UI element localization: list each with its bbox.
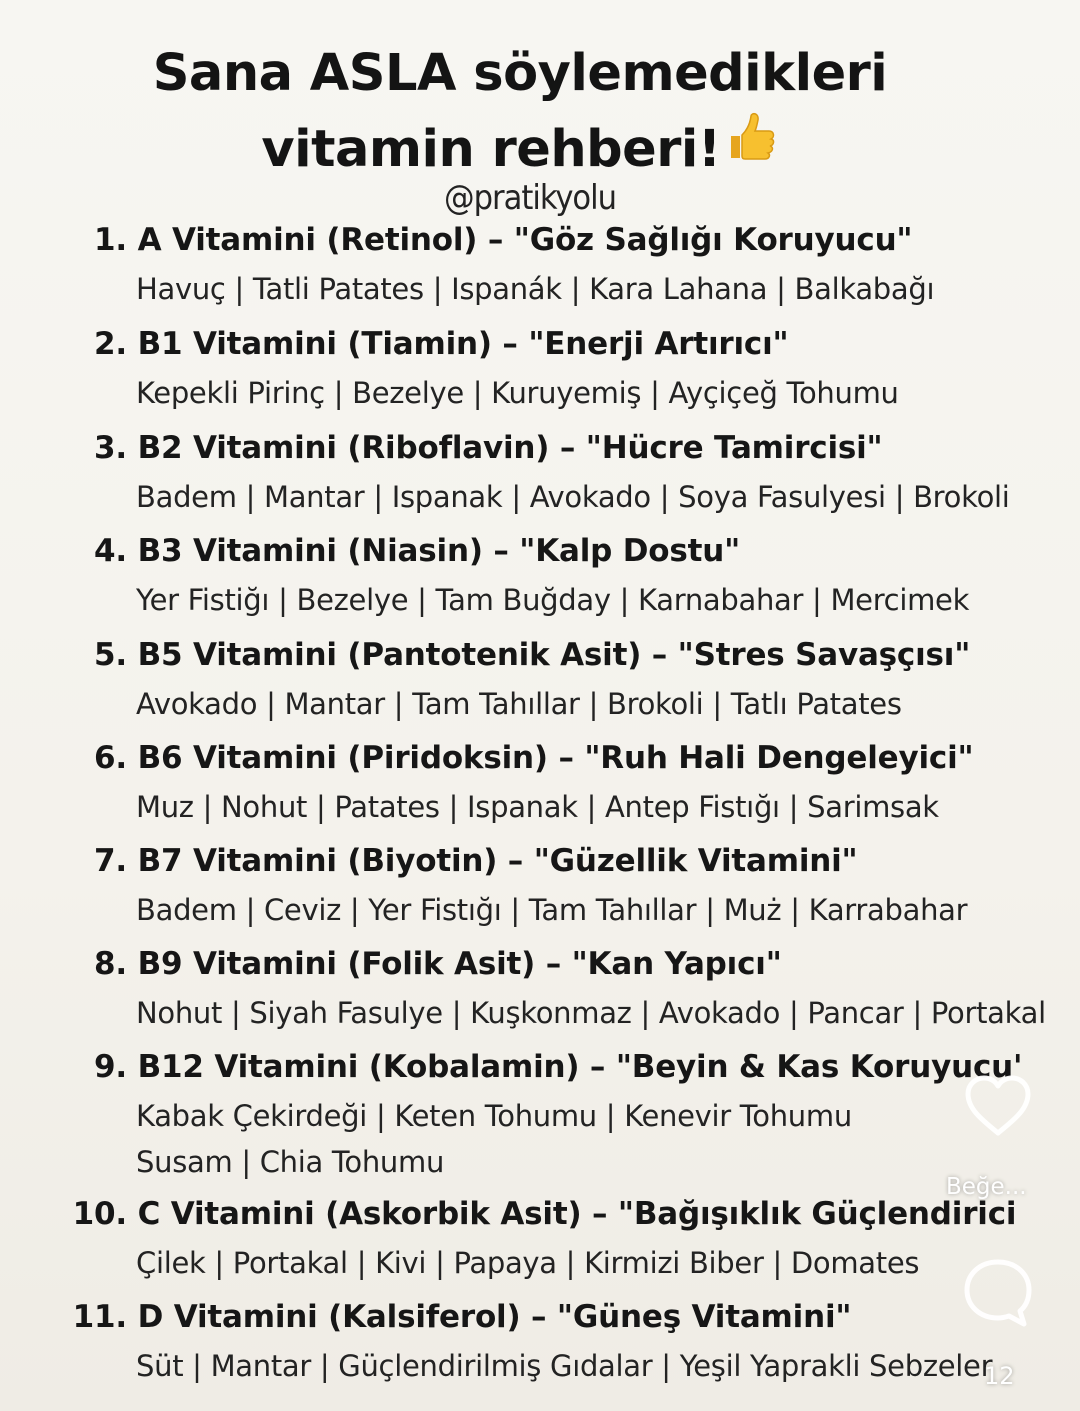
vitamin-foods: Yer Fistiğı | Bezelye | Tam Buğday | Karnabahar | Mercimek — [136, 583, 970, 617]
vitamin-title: B12 Vitamini (Kobalamin) – "Beyin & Kas Koruyucu' — [137, 1049, 1023, 1085]
comment-bubble-icon — [960, 1256, 1036, 1332]
vitamin-title: B1 Vitamini (Tiamin) – "Enerji Artırıcı" — [137, 326, 789, 362]
account-handle: @pratikyolu — [444, 178, 617, 218]
vitamin-foods: Avokado | Mantar | Tam Tahıllar | Brokoli | Tatlı Patates — [136, 687, 902, 721]
vitamin-title: B5 Vitamini (Pantotenik Asit) – "Stres Savaşçısı" — [137, 637, 971, 673]
spacer — [127, 946, 138, 982]
vitamin-foods: Çilek | Portakal | Kivi | Papaya | Kirmizi Biber | Domates — [136, 1246, 920, 1280]
vitamin-foods: Süt | Mantar | Güçlendirilmiş Gıdalar | Yeşil Yaprakli Sebzeler — [136, 1349, 993, 1383]
vitamin-number: 5. — [94, 637, 127, 673]
spacer — [127, 637, 138, 673]
vitamin-foods: Nohut | Siyah Fasulye | Kuşkonmaz | Avokado | Pancar | Portakal — [136, 996, 1046, 1030]
vitamin-number: 4. — [94, 533, 127, 569]
vitamin-number: 8. — [94, 946, 127, 982]
spacer — [127, 1196, 138, 1232]
vitamin-number: 10. — [72, 1196, 127, 1232]
page-title — [0, 44, 1040, 103]
vitamin-title: B3 Vitamini (Niasin) – "Kalp Dostu" — [137, 533, 741, 569]
comment-count: 12 — [984, 1362, 1015, 1390]
vitamin-title: B7 Vitamini (Biyotin) – "Güzellik Vitamini" — [137, 843, 858, 879]
vitamin-number: 1. — [94, 222, 127, 258]
vitamin-number: 6. — [94, 740, 127, 776]
thumbs-up-icon — [725, 110, 779, 175]
title-line-2: vitamin rehberi! — [261, 120, 721, 179]
vitamin-foods: Susam | Chia Tohumu — [136, 1145, 445, 1179]
comment-button[interactable] — [958, 1254, 1038, 1334]
vitamin-heading — [0, 1299, 851, 1335]
vitamin-number: 2. — [94, 326, 127, 362]
vitamin-heading — [0, 843, 858, 879]
vitamin-foods: Badem | Ceviz | Yer Fistığı | Tam Tahıllar | Muż | Karrabahar — [136, 893, 968, 927]
vitamin-heading — [0, 637, 970, 673]
vitamin-heading — [0, 1049, 1022, 1085]
spacer — [127, 843, 138, 879]
vitamin-title: D Vitamini (Kalsiferol) – "Güneş Vitamini" — [137, 1299, 852, 1335]
spacer — [127, 533, 138, 569]
spacer — [127, 430, 138, 466]
vitamin-heading — [0, 326, 788, 362]
spacer — [127, 326, 138, 362]
vitamin-foods: Kepekli Pirinç | Bezelye | Kuruyemiş | Ayçiçeğ Tohumu — [136, 376, 899, 410]
vitamin-heading — [0, 430, 883, 466]
vitamin-title: B2 Vitamini (Riboflavin) – "Hücre Tamircisi" — [137, 430, 883, 466]
vitamin-foods: Havuç | Tatli Patates | Ispanák | Kara Lahana | Balkabağı — [136, 272, 935, 306]
like-button[interactable] — [958, 1066, 1038, 1146]
vitamin-title: B6 Vitamini (Piridoksin) – "Ruh Hali Dengeleyici" — [137, 740, 974, 776]
vitamin-heading — [0, 740, 973, 776]
vitamin-number: 3. — [94, 430, 127, 466]
spacer — [127, 1049, 138, 1085]
spacer — [127, 1299, 138, 1335]
vitamin-number: 7. — [94, 843, 127, 879]
heart-icon — [962, 1073, 1034, 1139]
vitamin-foods: Muz | Nohut | Patates | Ispanak | Antep Fistığı | Sarimsak — [136, 790, 939, 824]
vitamin-heading — [0, 946, 782, 982]
vitamin-number: 11. — [72, 1299, 127, 1335]
vitamin-foods: Badem | Mantar | Ispanak | Avokado | Soya Fasulyesi | Brokoli — [136, 480, 1010, 514]
vitamin-foods: Kabak Çekirdeği | Keten Tohumu | Kenevir Tohumu — [136, 1099, 852, 1133]
vitamin-heading — [0, 222, 912, 258]
title-line-1: Sana ASLA söylemedikleri — [152, 44, 888, 103]
page-subtitle — [0, 110, 1040, 179]
vitamin-number: 9. — [94, 1049, 127, 1085]
spacer — [127, 222, 138, 258]
vitamin-title: B9 Vitamini (Folik Asit) – "Kan Yapıcı" — [137, 946, 782, 982]
vitamin-title: A Vitamini (Retinol) – "Göz Sağlığı Koruyucu" — [137, 222, 913, 258]
vitamin-heading — [0, 533, 740, 569]
vitamin-heading — [0, 1196, 1016, 1232]
vitamin-title: C Vitamini (Askorbik Asit) – "Bağışıklık Güçlendirici — [137, 1196, 1017, 1232]
spacer — [127, 740, 138, 776]
like-label[interactable]: Beğe... — [946, 1174, 1027, 1200]
